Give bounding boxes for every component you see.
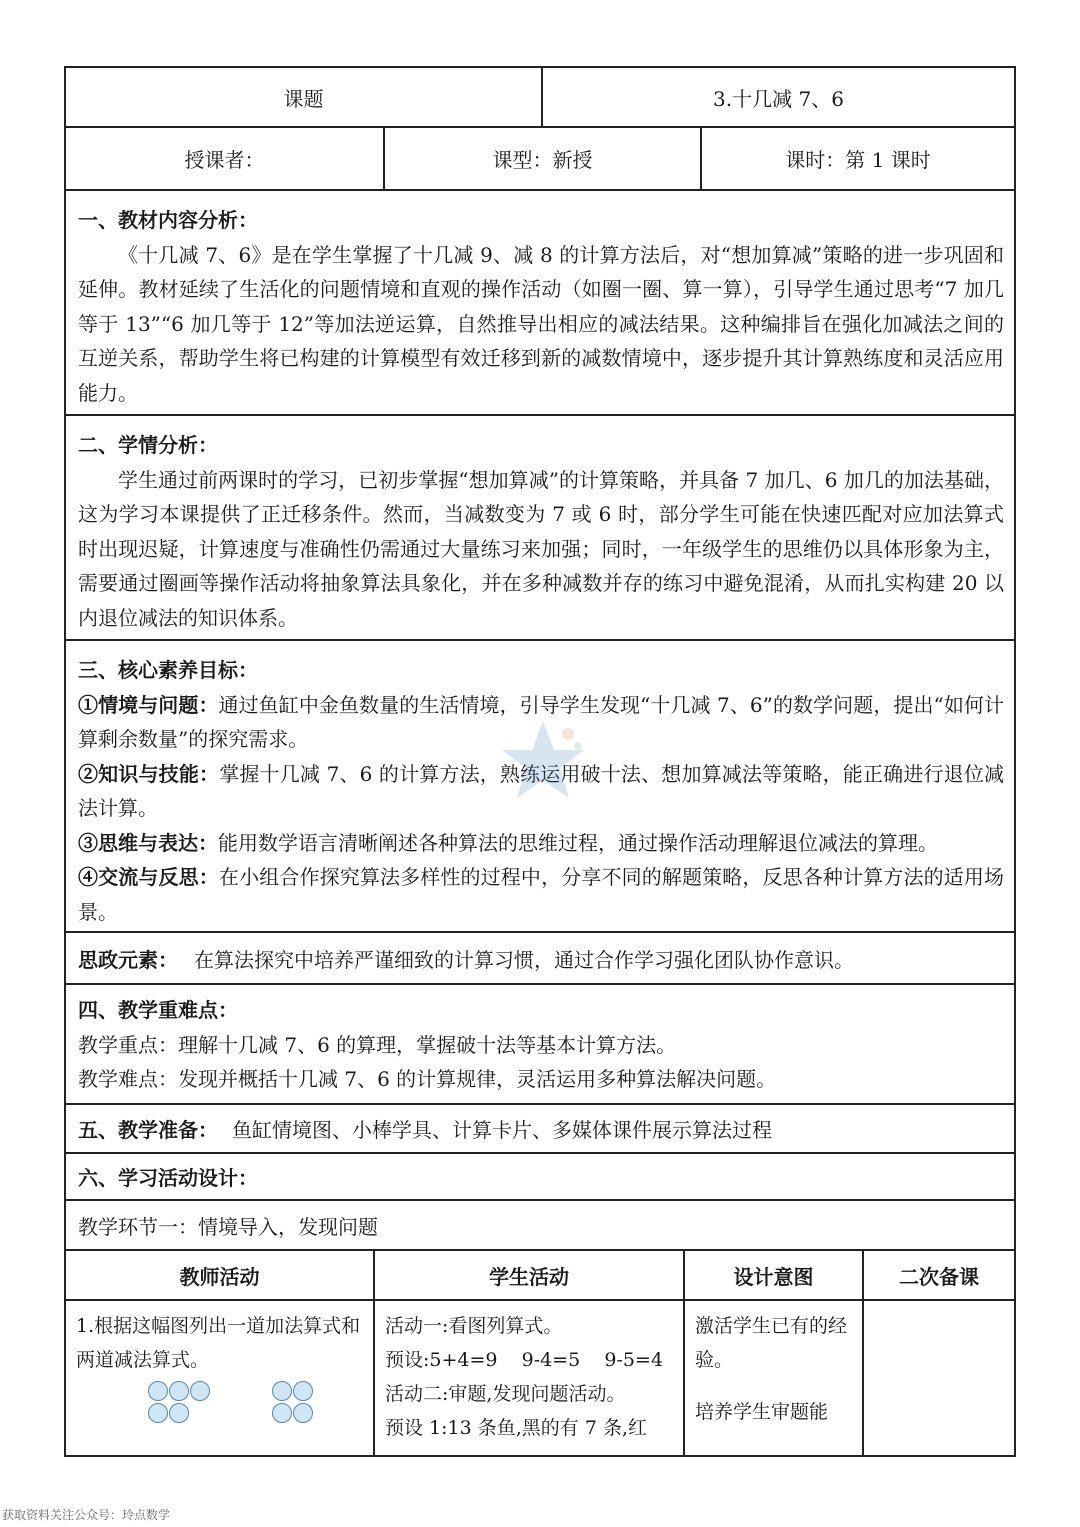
student-line: 预设 1:13 条鱼,黑的有 7 条,红 bbox=[385, 1417, 647, 1439]
circle-group-right bbox=[272, 1381, 313, 1423]
col-design-intent: 设计意图 bbox=[683, 1251, 862, 1299]
circle bbox=[190, 1381, 210, 1401]
lesson-period: 课时：第 1 课时 bbox=[700, 128, 1014, 189]
key-point: 教学重点：理解十几减 7、6 的算理，掌握破十法等基本计算方法。 bbox=[78, 1032, 677, 1057]
topic-value: 3.十几减 7、6 bbox=[541, 68, 1014, 126]
preparation-row bbox=[64, 1105, 1016, 1154]
second-prep-cell bbox=[862, 1301, 1014, 1455]
section-heading: 六、学习活动设计： bbox=[78, 1166, 258, 1190]
teacher-activity-text: 1.根据这幅图列出一道加法算式和两道减法算式。 bbox=[76, 1315, 361, 1371]
section-student-analysis bbox=[64, 416, 1016, 641]
section-heading: 四、教学重难点： bbox=[78, 998, 238, 1022]
section-body: 学生通过前两课时的学习，已初步掌握“想加算减”的计算策略，并具备 7 加几、6 加几的加法基础，这为学习本课提供了正迁移条件。然而，当减数变为 7 或 6 时，部分学生可能在快速匹配对应加法算式时出现迟疑，计算速度与准确性仍需通过大量练习来加强；同时，一年级学生的思维仍以具体形象为主，需要通过圈画等操作活动将抽象算法具象化，并在多种减数并存的练习中避免混淆，从而扎实构建 20 以内退位减法的知识体系。 bbox=[78, 467, 1004, 630]
student-line: 活动一:看图列算式。 bbox=[385, 1315, 563, 1337]
col-second-prep: 二次备课 bbox=[862, 1251, 1014, 1299]
lesson-type: 课型：新授 bbox=[383, 128, 700, 189]
teacher-label: 授课者： bbox=[184, 148, 265, 172]
design-intent-cell bbox=[683, 1301, 862, 1455]
col-student-activity: 学生活动 bbox=[373, 1251, 683, 1299]
activity-design-row bbox=[64, 1154, 1016, 1201]
ideology-label: 思政元素： bbox=[78, 947, 178, 972]
circle bbox=[148, 1381, 168, 1401]
goal-item: ①情境与问题：通过鱼缸中金鱼数量的生活情境，引导学生发现“十几减 7、6”的数学问题，提出“如何计算剩余数量”的探究需求。 bbox=[78, 692, 1005, 751]
intent-line: 培养学生审题能 bbox=[695, 1401, 829, 1423]
watermark-logo bbox=[498, 716, 588, 810]
section-heading: 一、教材内容分析： bbox=[78, 208, 258, 232]
section-textbook-analysis bbox=[64, 191, 1016, 416]
preparation-text: 鱼缸情境图、小棒学具、计算卡片、多媒体课件展示算法过程 bbox=[232, 1118, 772, 1142]
activity-table-header bbox=[64, 1251, 1016, 1301]
circle bbox=[272, 1403, 292, 1423]
difficulty-point: 教学难点：发现并概括十几减 7、6 的计算规律，灵活运用多种算法解决问题。 bbox=[78, 1067, 777, 1091]
circle bbox=[169, 1403, 189, 1423]
stage-row bbox=[64, 1201, 1016, 1251]
intent-line: 激活学生已有的经验。 bbox=[695, 1315, 848, 1371]
goal-item: ③思维与表达：能用数学语言清晰阐述各种算法的思维过程，通过操作活动理解退位减法的算理。 bbox=[78, 830, 938, 855]
footer-note: 获取资料关注公众号：玲点数学 bbox=[2, 1508, 171, 1522]
stage-title: 教学环节一：情境导入，发现问题 bbox=[78, 1214, 378, 1239]
circle-diagram bbox=[148, 1381, 363, 1423]
col-teacher-activity: 教师活动 bbox=[179, 1264, 260, 1289]
ideology-text: 在算法探究中培养严谨细致的计算习惯，通过合作学习强化团队协作意识。 bbox=[194, 947, 854, 972]
section-key-points bbox=[64, 985, 1016, 1105]
student-activity-cell bbox=[373, 1301, 683, 1455]
circle bbox=[293, 1403, 313, 1423]
student-line: 预设:5+4=9 9-4=5 9-5=4 bbox=[385, 1349, 664, 1371]
teacher-activity-cell bbox=[66, 1301, 373, 1455]
section-heading: 三、核心素养目标： bbox=[78, 658, 258, 682]
star-logo-icon bbox=[498, 716, 588, 806]
goal-item: ④交流与反思：在小组合作探究算法多样性的过程中，分享不同的解题策略，反思各种计算方法的适用场景。 bbox=[78, 865, 1005, 924]
section-heading: 二、学情分析： bbox=[78, 433, 218, 457]
topic-label: 课题 bbox=[283, 86, 324, 111]
preparation-label: 五、教学准备： bbox=[78, 1118, 218, 1142]
circle bbox=[272, 1381, 292, 1401]
goal-item: ②知识与技能：掌握十几减 7、6 的计算方法，熟练运用破十法、想加算减法等策略，能正确进行退位减法计算。 bbox=[78, 761, 1005, 820]
circle bbox=[148, 1403, 168, 1423]
section-body: 《十几减 7、6》是在学生掌握了十几减 9、减 8 的计算方法后，对“想加算减”策略的进一步巩固和延伸。教材延续了生活化的问题情境和直观的操作活动（如圈一圈、算一算），引导学生通过思考“7 加几等于 13”“6 加几等于 12”等加法逆运算，自然推导出相应的减法结果。这种编排旨在强化加减法之间的互逆关系，帮助学生将已构建的计算模型有效迁移到新的减数情境中，逐步提升其计算熟练度和灵活应用能力。 bbox=[78, 242, 1004, 405]
activity-table-row bbox=[64, 1301, 1016, 1457]
circle bbox=[293, 1381, 313, 1401]
circle bbox=[169, 1381, 189, 1401]
topic-row bbox=[64, 66, 1016, 128]
student-line: 活动二:审题,发现问题活动。 bbox=[385, 1383, 626, 1405]
meta-row bbox=[64, 128, 1016, 191]
ideology-row bbox=[64, 933, 1016, 985]
circle-group-left bbox=[148, 1381, 210, 1423]
